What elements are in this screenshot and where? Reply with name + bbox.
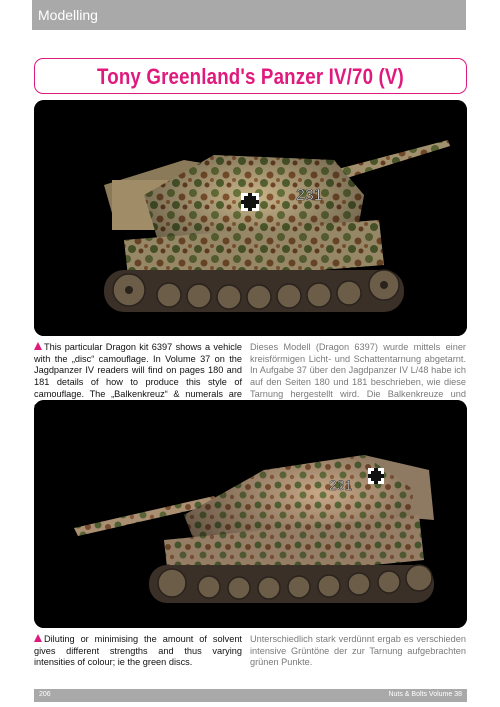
- caption-2-german: Unterschiedlich stark verdünnt ergab es verschieden intensive Grüntöne der zur Tarnung aufgebrachten grünen Punkte.: [250, 634, 466, 668]
- pointer-triangle-icon: [34, 634, 42, 642]
- tank-illustration-1: [34, 100, 467, 336]
- section-label: Modelling: [38, 7, 98, 23]
- caption-2-english-text: Diluting or minimising the amount of solvent gives different strengths and thus varying intensities of colour; ie the green discs.: [34, 634, 242, 668]
- tank-photo-2: [34, 400, 467, 628]
- caption-2-english: [34, 634, 242, 669]
- tank-photo-1: [34, 100, 467, 336]
- turret-number-2: 231: [329, 477, 353, 493]
- caption-1-english-text: This particular Dragon kit 6397 shows a vehicle with the „disc“ camouflage. In Volume 37 on the Jagdpanzer IV readers will find on pages 180 and 181 details of how to produce this style of camouflage. The „Balkenkreuz“ & numerals are: [34, 342, 242, 399]
- article-title: Tony Greenland's Panzer IV/70 (V): [97, 64, 404, 89]
- title-box: [34, 58, 467, 94]
- footer-bar: [34, 689, 467, 702]
- turret-number-1: 231: [296, 187, 323, 204]
- tank-illustration-2: [34, 400, 467, 628]
- page-number: 206: [39, 691, 51, 698]
- magazine-name: Nuts & Bolts Volume 38: [388, 691, 462, 698]
- caption-1-german: Dieses Modell (Dragon 6397) wurde mittels einer kreisförmigen Licht- und Schattentarnung abgetarnt. In Aufgabe 37 über den Jagdpanzer IV L/48 habe ich auf den Seiten 180 und 181 beschrieben, wie diese Tarnung hergestellt wird. Die Balkenkreuze und: [250, 342, 466, 399]
- pointer-triangle-icon: [34, 342, 42, 350]
- section-header-bar: [32, 0, 466, 30]
